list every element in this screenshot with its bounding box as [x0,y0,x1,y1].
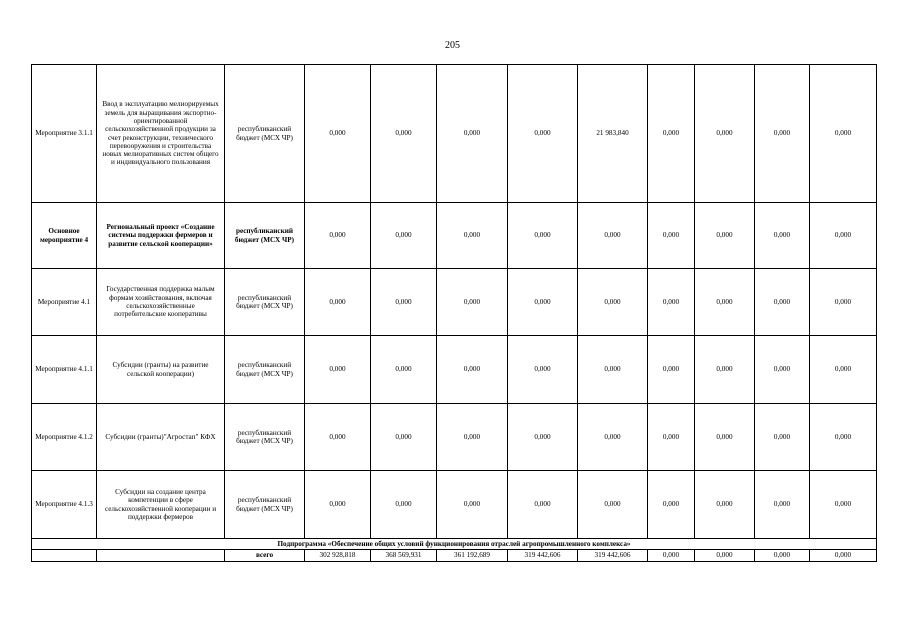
budget-table [31,64,877,562]
amount-cell: 0,000 [371,471,437,539]
amount-cell: 0,000 [437,404,508,471]
amount-cell: 0,000 [508,269,578,336]
amount-cell: 0,000 [508,336,578,404]
amount-cell: 0,000 [305,203,371,269]
total-amount: 361 192,689 [437,550,508,562]
funding-source: республиканский бюджет (МСХ ЧР) [225,65,305,203]
table-row [32,65,877,203]
amount-cell: 0,000 [305,471,371,539]
funding-source: республиканский бюджет (МСХ ЧР) [225,203,305,269]
amount-cell: 0,000 [371,336,437,404]
amount-cell: 0,000 [648,203,695,269]
amount-cell: 0,000 [810,65,877,203]
amount-cell: 0,000 [371,404,437,471]
funding-source: республиканский бюджет (МСХ ЧР) [225,336,305,404]
empty-cell [97,550,225,562]
subprogram-title: Подпрограмма «Обеспечение общих условий функционирования отраслей агропромышленного комплекса» [32,539,877,550]
amount-cell: 0,000 [755,404,810,471]
amount-cell: 0,000 [578,336,648,404]
amount-cell: 0,000 [371,65,437,203]
total-amount: 319 442,606 [578,550,648,562]
amount-cell: 0,000 [508,404,578,471]
amount-cell: 0,000 [371,203,437,269]
amount-cell: 0,000 [437,65,508,203]
amount-cell: 0,000 [578,269,648,336]
amount-cell: 0,000 [755,269,810,336]
amount-cell: 0,000 [305,336,371,404]
measure-code: Мероприятие 4.1 [32,269,97,336]
amount-cell: 0,000 [695,203,755,269]
amount-cell: 0,000 [755,471,810,539]
total-amount: 0,000 [810,550,877,562]
amount-cell: 0,000 [578,203,648,269]
funding-source: республиканский бюджет (МСХ ЧР) [225,269,305,336]
amount-cell: 0,000 [437,471,508,539]
table-row [32,269,877,336]
amount-cell: 0,000 [578,471,648,539]
measure-name: Государственная поддержка малым формам хозяйствования, включая сельскохозяйственные потребительские кооперативы [97,269,225,336]
amount-cell: 0,000 [755,65,810,203]
total-amount: 319 442,606 [508,550,578,562]
amount-cell: 0,000 [810,203,877,269]
amount-cell: 0,000 [648,336,695,404]
amount-cell: 0,000 [755,203,810,269]
measure-name: Субсидии на создание центра компетенции в сфере сельскохозяйственной кооперации и поддержки фермеров [97,471,225,539]
funding-source: республиканский бюджет (МСХ ЧР) [225,404,305,471]
amount-cell: 0,000 [508,203,578,269]
measure-code: Мероприятие 4.1.2 [32,404,97,471]
measure-code: Основное мероприятие 4 [32,203,97,269]
amount-cell: 0,000 [810,269,877,336]
funding-source: республиканский бюджет (МСХ ЧР) [225,471,305,539]
amount-cell: 0,000 [648,269,695,336]
measure-name: Субсидии (гранты)"Агростап" КФХ [97,404,225,471]
measure-name: Региональный проект «Создание системы поддержки фермеров и развитие сельской кооперации» [97,203,225,269]
amount-cell: 0,000 [695,471,755,539]
page-number: 205 [445,40,460,51]
measure-name: Ввод в эксплуатацию мелиорируемых земель для выращивания экспортно-ориентированной сельскохозяйственной продукции за счет реконструкции, технического перевооружения и строительства новых мелиоративных систем общего и индивидуального пользования [97,65,225,203]
amount-cell: 0,000 [437,336,508,404]
table-row [32,471,877,539]
table-row [32,404,877,471]
total-amount: 0,000 [648,550,695,562]
amount-cell: 0,000 [695,269,755,336]
amount-cell: 0,000 [695,65,755,203]
measure-code: Мероприятие 4.1.3 [32,471,97,539]
total-label: всего [225,550,305,562]
total-amount: 368 569,931 [371,550,437,562]
amount-cell: 0,000 [695,404,755,471]
amount-cell: 0,000 [755,336,810,404]
amount-cell: 0,000 [305,269,371,336]
amount-cell: 0,000 [437,203,508,269]
table-row [32,203,877,269]
amount-cell: 0,000 [810,404,877,471]
amount-cell: 0,000 [695,336,755,404]
amount-cell: 0,000 [508,471,578,539]
amount-cell: 0,000 [371,269,437,336]
amount-cell: 21 983,840 [578,65,648,203]
amount-cell: 0,000 [578,404,648,471]
amount-cell: 0,000 [305,404,371,471]
measure-code: Мероприятие 3.1.1 [32,65,97,203]
amount-cell: 0,000 [648,65,695,203]
total-row [32,550,877,562]
measure-code: Мероприятие 4.1.1 [32,336,97,404]
table-row [32,336,877,404]
amount-cell: 0,000 [305,65,371,203]
empty-cell [32,550,97,562]
total-amount: 0,000 [755,550,810,562]
amount-cell: 0,000 [810,471,877,539]
amount-cell: 0,000 [810,336,877,404]
amount-cell: 0,000 [648,404,695,471]
total-amount: 302 928,818 [305,550,371,562]
measure-name: Субсидии (гранты) на развитие сельской кооперации) [97,336,225,404]
amount-cell: 0,000 [508,65,578,203]
total-amount: 0,000 [695,550,755,562]
amount-cell: 0,000 [648,471,695,539]
subprogram-row [32,539,877,550]
amount-cell: 0,000 [437,269,508,336]
